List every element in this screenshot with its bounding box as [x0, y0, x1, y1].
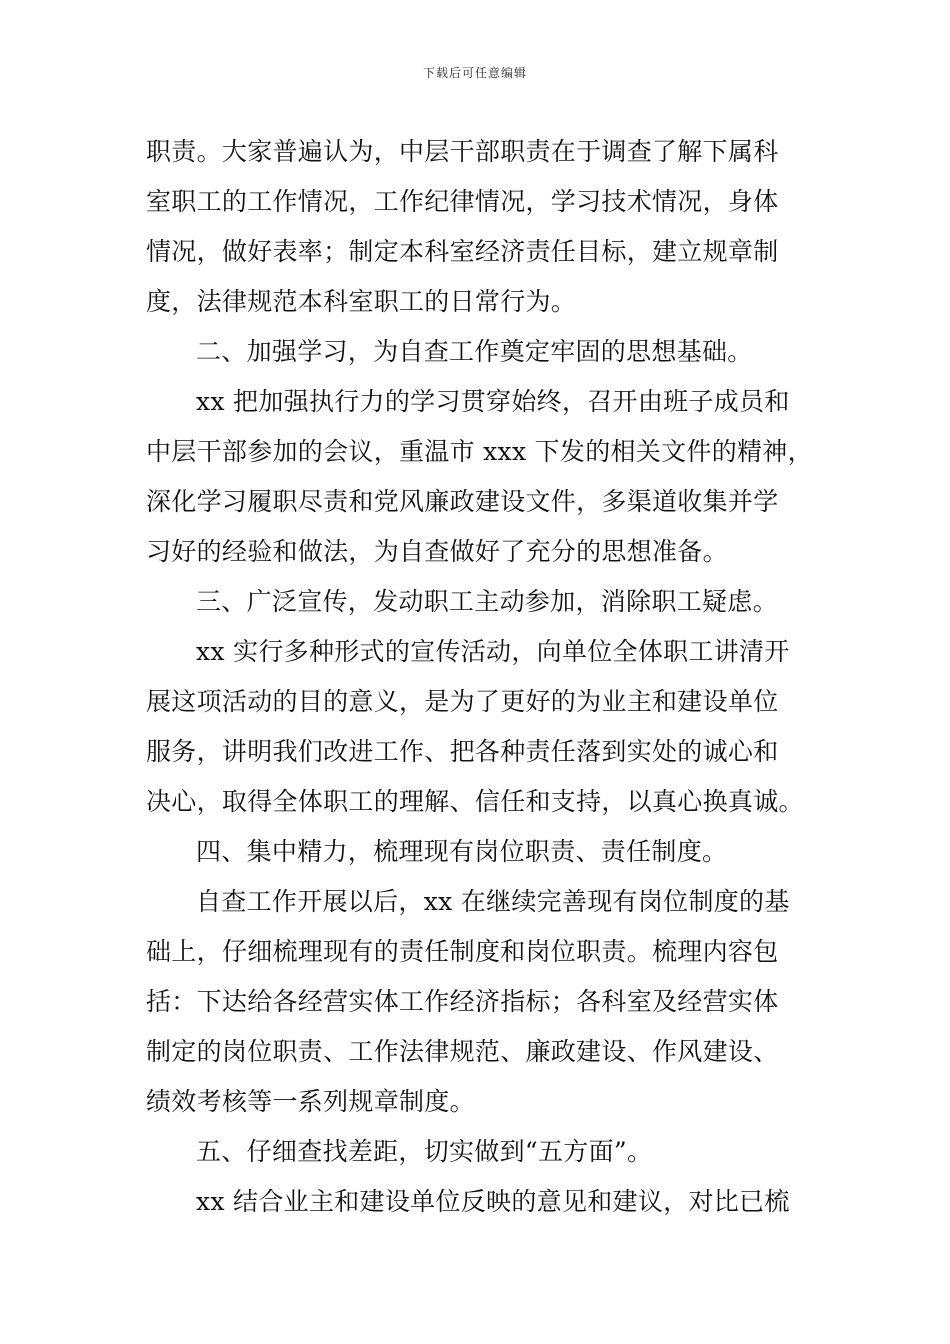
section-heading [146, 327, 810, 377]
text-line: 服务，讲明我们改进工作、把各种责任落到实处的诚心和 [146, 737, 779, 766]
text-line: 深化学习履职尽责和党风廉政建设文件，多渠道收集并学 [146, 487, 779, 516]
text-line: 础上，仔细梳理现有的责任制度和岗位职责。梳理内容包 [146, 937, 779, 966]
section-heading [146, 577, 810, 627]
text-line: 室职工的工作情况，工作纪律情况，学习技术情况，身体 [146, 187, 779, 216]
text-line: 四、集中精力，梳理现有岗位职责、责任制度。 [196, 837, 728, 866]
text-line: xx 实行多种形式的宣传活动，向单位全体职工讲清开 [196, 637, 790, 666]
page-header: 下载后可任意编辑 [422, 66, 527, 80]
text-line: 职责。大家普遍认为，中层干部职责在于调查了解下属科 [146, 137, 779, 166]
text-line: 度，法律规范本科室职工的日常行为。 [146, 287, 577, 316]
paragraph [146, 877, 810, 1127]
paragraph [146, 627, 810, 827]
text-line: 中层干部参加的会议，重温市 xxx 下发的相关文件的精神， [146, 437, 813, 466]
text-line: 绩效考核等一系列规章制度。 [146, 1087, 475, 1116]
text-line: 展这项活动的目的意义，是为了更好的为业主和建设单位 [146, 687, 779, 716]
paragraph [146, 127, 810, 327]
text-line: xx 把加强执行力的学习贯穿始终，召开由班子成员和 [196, 387, 790, 416]
text-line: 情况，做好表率；制定本科室经济责任目标，建立规章制 [146, 237, 779, 266]
text-line: 三、广泛宣传，发动职工主动参加，消除职工疑虑。 [196, 587, 778, 616]
section-heading [146, 1127, 810, 1177]
section-heading [146, 827, 810, 877]
text-line: 括：下达给各经营实体工作经济指标；各科室及经营实体 [146, 987, 779, 1016]
text-line: 二、加强学习，为自查工作奠定牢固的思想基础。 [196, 337, 753, 366]
text-line: xx 结合业主和建设单位反映的意见和建议，对比已梳 [196, 1187, 790, 1216]
text-line: 习好的经验和做法，为自查做好了充分的思想准备。 [146, 537, 728, 566]
text-line: 五、仔细查找差距，切实做到“五方面”。 [196, 1137, 653, 1166]
document-body [146, 127, 813, 1227]
paragraph [146, 1177, 810, 1227]
paragraph [146, 377, 813, 577]
text-line: 决心，取得全体职工的理解、信任和支持，以真心换真诚。 [146, 787, 804, 816]
text-line: 自查工作开展以后，xx 在继续完善现有岗位制度的基 [196, 887, 790, 916]
text-line: 制定的岗位职责、工作法律规范、廉政建设、作风建设、 [146, 1037, 779, 1066]
